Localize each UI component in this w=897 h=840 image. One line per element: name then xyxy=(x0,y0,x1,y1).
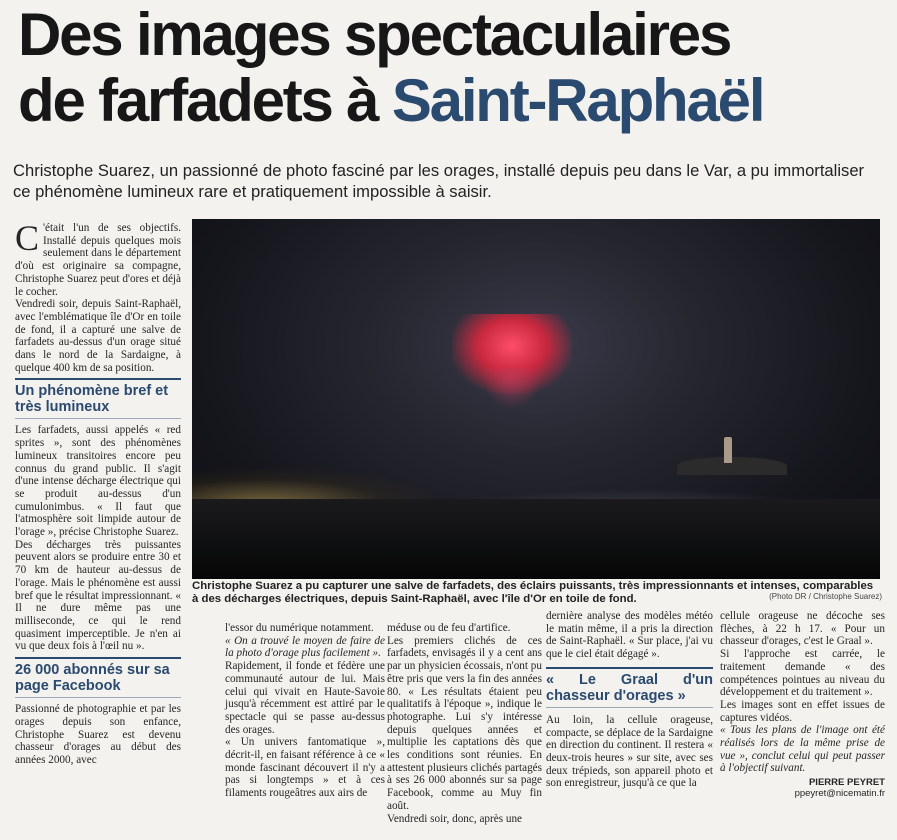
paragraph: Vendredi soir, depuis Saint-Raphaël, avec l'emblématique île d'Or en toile de fond, il a capturé une salve de farfadets au-dessus d'un orage situé dans le nord de la Sardaigne, à quelque 400 km de sa position. xyxy=(15,298,181,374)
paragraph: « On a trouvé le moyen de faire de la photo d'orage plus facilement ». xyxy=(225,634,385,660)
subhead: Un phénomène bref et très lumineux xyxy=(15,378,181,419)
island-shape xyxy=(677,457,787,475)
author-name: PIERRE PEYRET xyxy=(808,777,885,789)
paragraph: « Un univers fantomatique », décrit-il, en faisant référence à ce « monde fascinant découvert il n'y a pas si longtemps » et à ces filaments rougeâtres aux airs de xyxy=(225,736,385,800)
paragraph: dernière analyse des modèles météo le matin même, il a pris la direction de Saint-Raphaël. « Sur place, j'ai vu que le ciel était dégagé ». xyxy=(546,610,713,661)
paragraph: Des décharges très puissantes peuvent alors se produire entre 30 et 70 km de hauteur au-dessus de l'orage. Mais le phénomène est aussi bref que le résultat impressionnant. « Il ne dure même pas une milliseconde, ce qui le rend quasiment imperceptible. Je n'en ai vu que deux fois à l'œil nu ». xyxy=(15,538,181,653)
byline xyxy=(720,777,885,799)
article-column-1 xyxy=(15,218,181,767)
paragraph: Les farfadets, aussi appelés « red sprites », sont des phénomènes lumineux transitoires encore peu connus du grand public. Il s'agit d'une intense décharge électrique qui se produit au-dessus d'un cumulonimbus. « Il faut que l'atmosphère soit limpide autour de l'orage », précise Christophe Suarez. xyxy=(15,424,181,539)
article-column-5 xyxy=(720,610,885,799)
paragraph: méduse ou de feu d'artifice. xyxy=(387,622,511,634)
standfirst: Christophe Suarez, un passionné de photo fasciné par les orages, installé depuis peu dans le Var, a pu immortaliser ce phénomène lumineux rare et pratiquement impossible à saisir. xyxy=(13,161,865,201)
headline-accent-place: Saint-Raphaël xyxy=(391,67,764,134)
headline xyxy=(18,2,888,134)
paragraph: 'était l'un de ses objectifs. Installé depuis quelques mois seulement dans le département d'où est originaire sa compagne, Christophe Suarez peut d'ores et déjà le cocher. xyxy=(15,222,181,298)
paragraph: Passionné de photographie et par les orages depuis son enfance, Christophe Suarez est devenu chasseur d'orages au début des années 2000, avec xyxy=(15,703,181,766)
pull-quote: « Le Graal d'un chasseur d'orages » xyxy=(546,667,713,708)
foreground-sea-shape xyxy=(192,499,880,579)
red-sprite-tendrils xyxy=(482,369,542,409)
article-photo xyxy=(192,219,880,579)
photo-caption: Christophe Suarez a pu capturer une salve de farfadets, des éclairs puissants, très impressionnants et intenses, comparables à des décharges électriques, depuis Saint-Raphaël, avec l'île d'Or en toile de fond. xyxy=(192,580,874,605)
headline-line-1: Des images spectaculaires xyxy=(18,1,731,68)
headline-line-2-prefix: de farfadets à xyxy=(18,67,392,134)
lighthouse-shape xyxy=(724,437,732,463)
paragraph: Rapidement, il fonde et fédère une communauté autour de lui. Mais celui qui vivait en Haute-Savoie jusqu'à récemment est attiré par le spectacle qui se passe au-dessus des orages. xyxy=(225,660,385,736)
paragraph: Vendredi soir, donc, après une xyxy=(387,812,523,825)
headline-line-2 xyxy=(18,68,888,134)
paragraph: « Tous les plans de l'image ont été réalisés lors de la même prise de vue », conclut celui qui peut passer à l'objectif suivant. xyxy=(720,724,885,775)
paragraph: Les images sont en effet issues de captures vidéos. xyxy=(720,698,885,724)
article-column-3 xyxy=(387,622,542,825)
author-email[interactable]: ppeyret@nicematin.fr xyxy=(794,788,885,800)
photo-credit: (Photo DR / Christophe Suarez) xyxy=(769,592,882,601)
article-column-4 xyxy=(546,610,713,790)
paragraph: Au loin, la cellule orageuse, compacte, se déplace de la Sardaigne en direction du continent. Il restera « deux-trois heures » sur site, avec ses deux trépieds, son appareil photo et son enregistreur, jusqu'à ce que la xyxy=(546,713,713,790)
paragraph: cellule orageuse ne décoche ses flèches, à 22 h 17. « Pour un chasseur d'orages, c'est le Graal ». xyxy=(720,610,885,648)
paragraph: Les premiers clichés de ces farfadets, envisagés il y a cent ans par un physicien écossais, n'ont pu être pris que vers la fin des années 80. « Les résultats étaient peu qualitatifs à l'époque », indique le photographe. Lui s'y intéresse depuis quelques années et multiplie les captations dès que les conditions sont réunies. En attestent plusieurs clichés partagés à ses 26 000 abonnés sur sa page Facebook, comme au Muy fin août. xyxy=(387,634,542,812)
paragraph: Si l'approche est carrée, le traitement demande « des compétences pointues au niveau du développement et du traitement ». xyxy=(720,648,885,699)
subhead: 26 000 abonnés sur sa page Facebook xyxy=(15,657,181,698)
paragraph: l'essor du numérique notamment. xyxy=(225,622,374,634)
article-column-2 xyxy=(225,622,385,800)
drop-cap: C xyxy=(15,218,40,258)
